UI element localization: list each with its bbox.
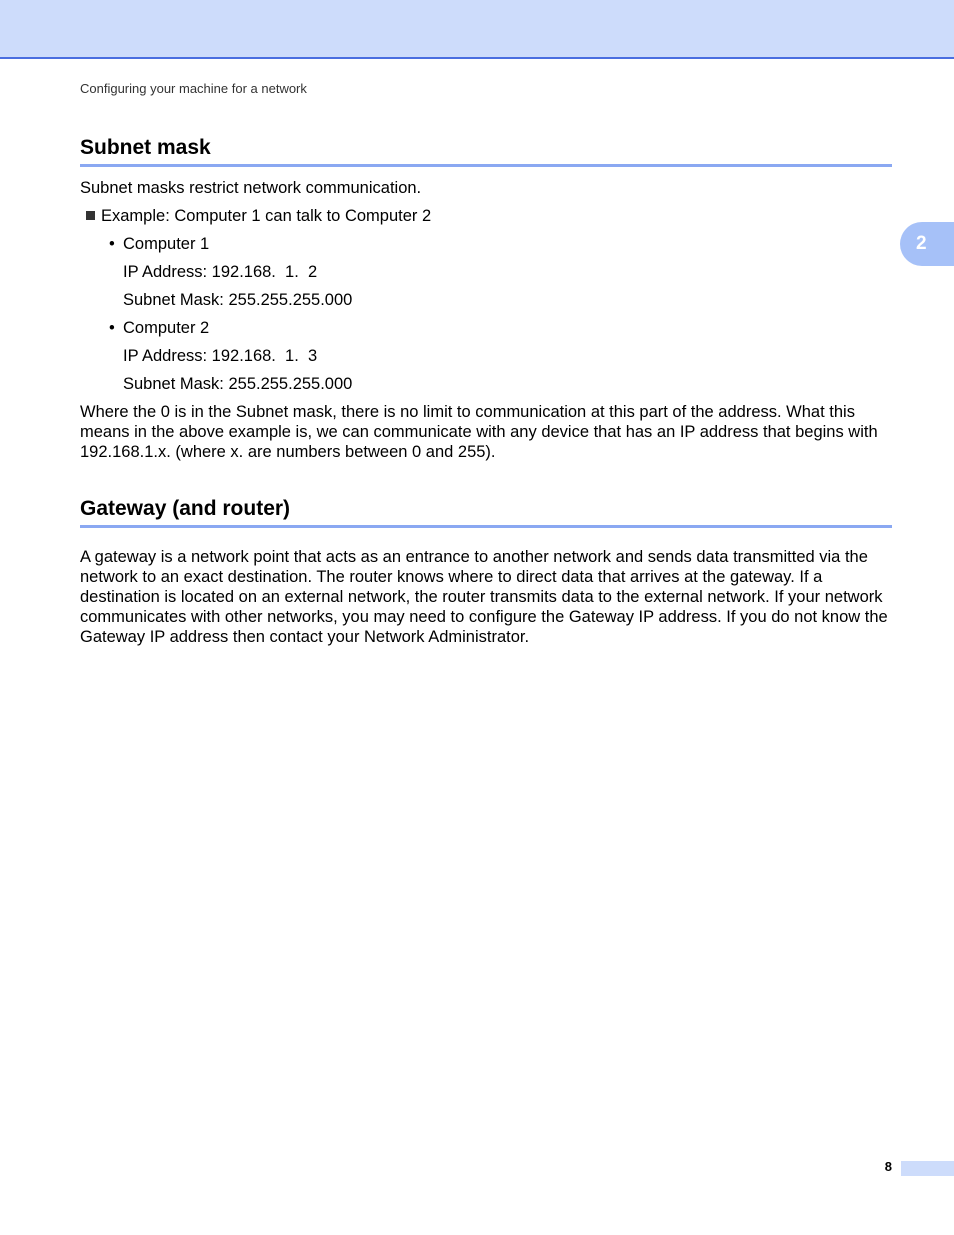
subnet-explanation: Where the 0 is in the Subnet mask, there is no limit to communication at this part of the address. What this means in the above example is, we can communicate with any device that has an IP address that begins with 192.168.1.x. (where x. are numbers between 0 and 255). [80,403,878,461]
page-content [80,134,892,647]
example-text: Example: Computer 1 can talk to Computer 2 [101,207,432,225]
subnet-intro: Subnet masks restrict network communication. [80,179,422,197]
computer-1-item [80,234,892,254]
gateway-heading: Gateway (and router) [80,495,892,528]
computer-2-item [80,318,892,338]
running-header: Configuring your machine for a network [80,81,307,96]
bullet-icon: • [109,235,115,253]
computer-2-name: Computer 2 [123,319,210,337]
computer-2-mask: Subnet Mask: 255.255.255.000 [123,375,353,393]
subnet-mask-heading: Subnet mask [80,134,892,167]
computer-1-ip: IP Address: 192.168. 1. 2 [123,263,318,281]
page-number-bar [901,1161,954,1176]
gateway-body: A gateway is a network point that acts as an entrance to another network and sends data transmitted via the network to an exact destination. The router knows where to direct data that arrives at the gateway. If a destination is located on an external network, the router transmits data to the external network. If your network communicates with other networks, you may need to configure the Gateway IP address. If you do not know the Gateway IP address then contact your Network Administrator. [80,548,888,646]
computer-1-mask: Subnet Mask: 255.255.255.000 [123,291,353,309]
bullet-icon: • [109,319,115,337]
computer-2-ip: IP Address: 192.168. 1. 3 [123,347,318,365]
chapter-tab: 2 [900,222,954,266]
page-number: 8 [884,1159,892,1174]
computer-1-name: Computer 1 [123,235,210,253]
square-bullet-icon [86,211,95,220]
example-list-item [80,206,892,226]
top-header-band [0,0,954,59]
